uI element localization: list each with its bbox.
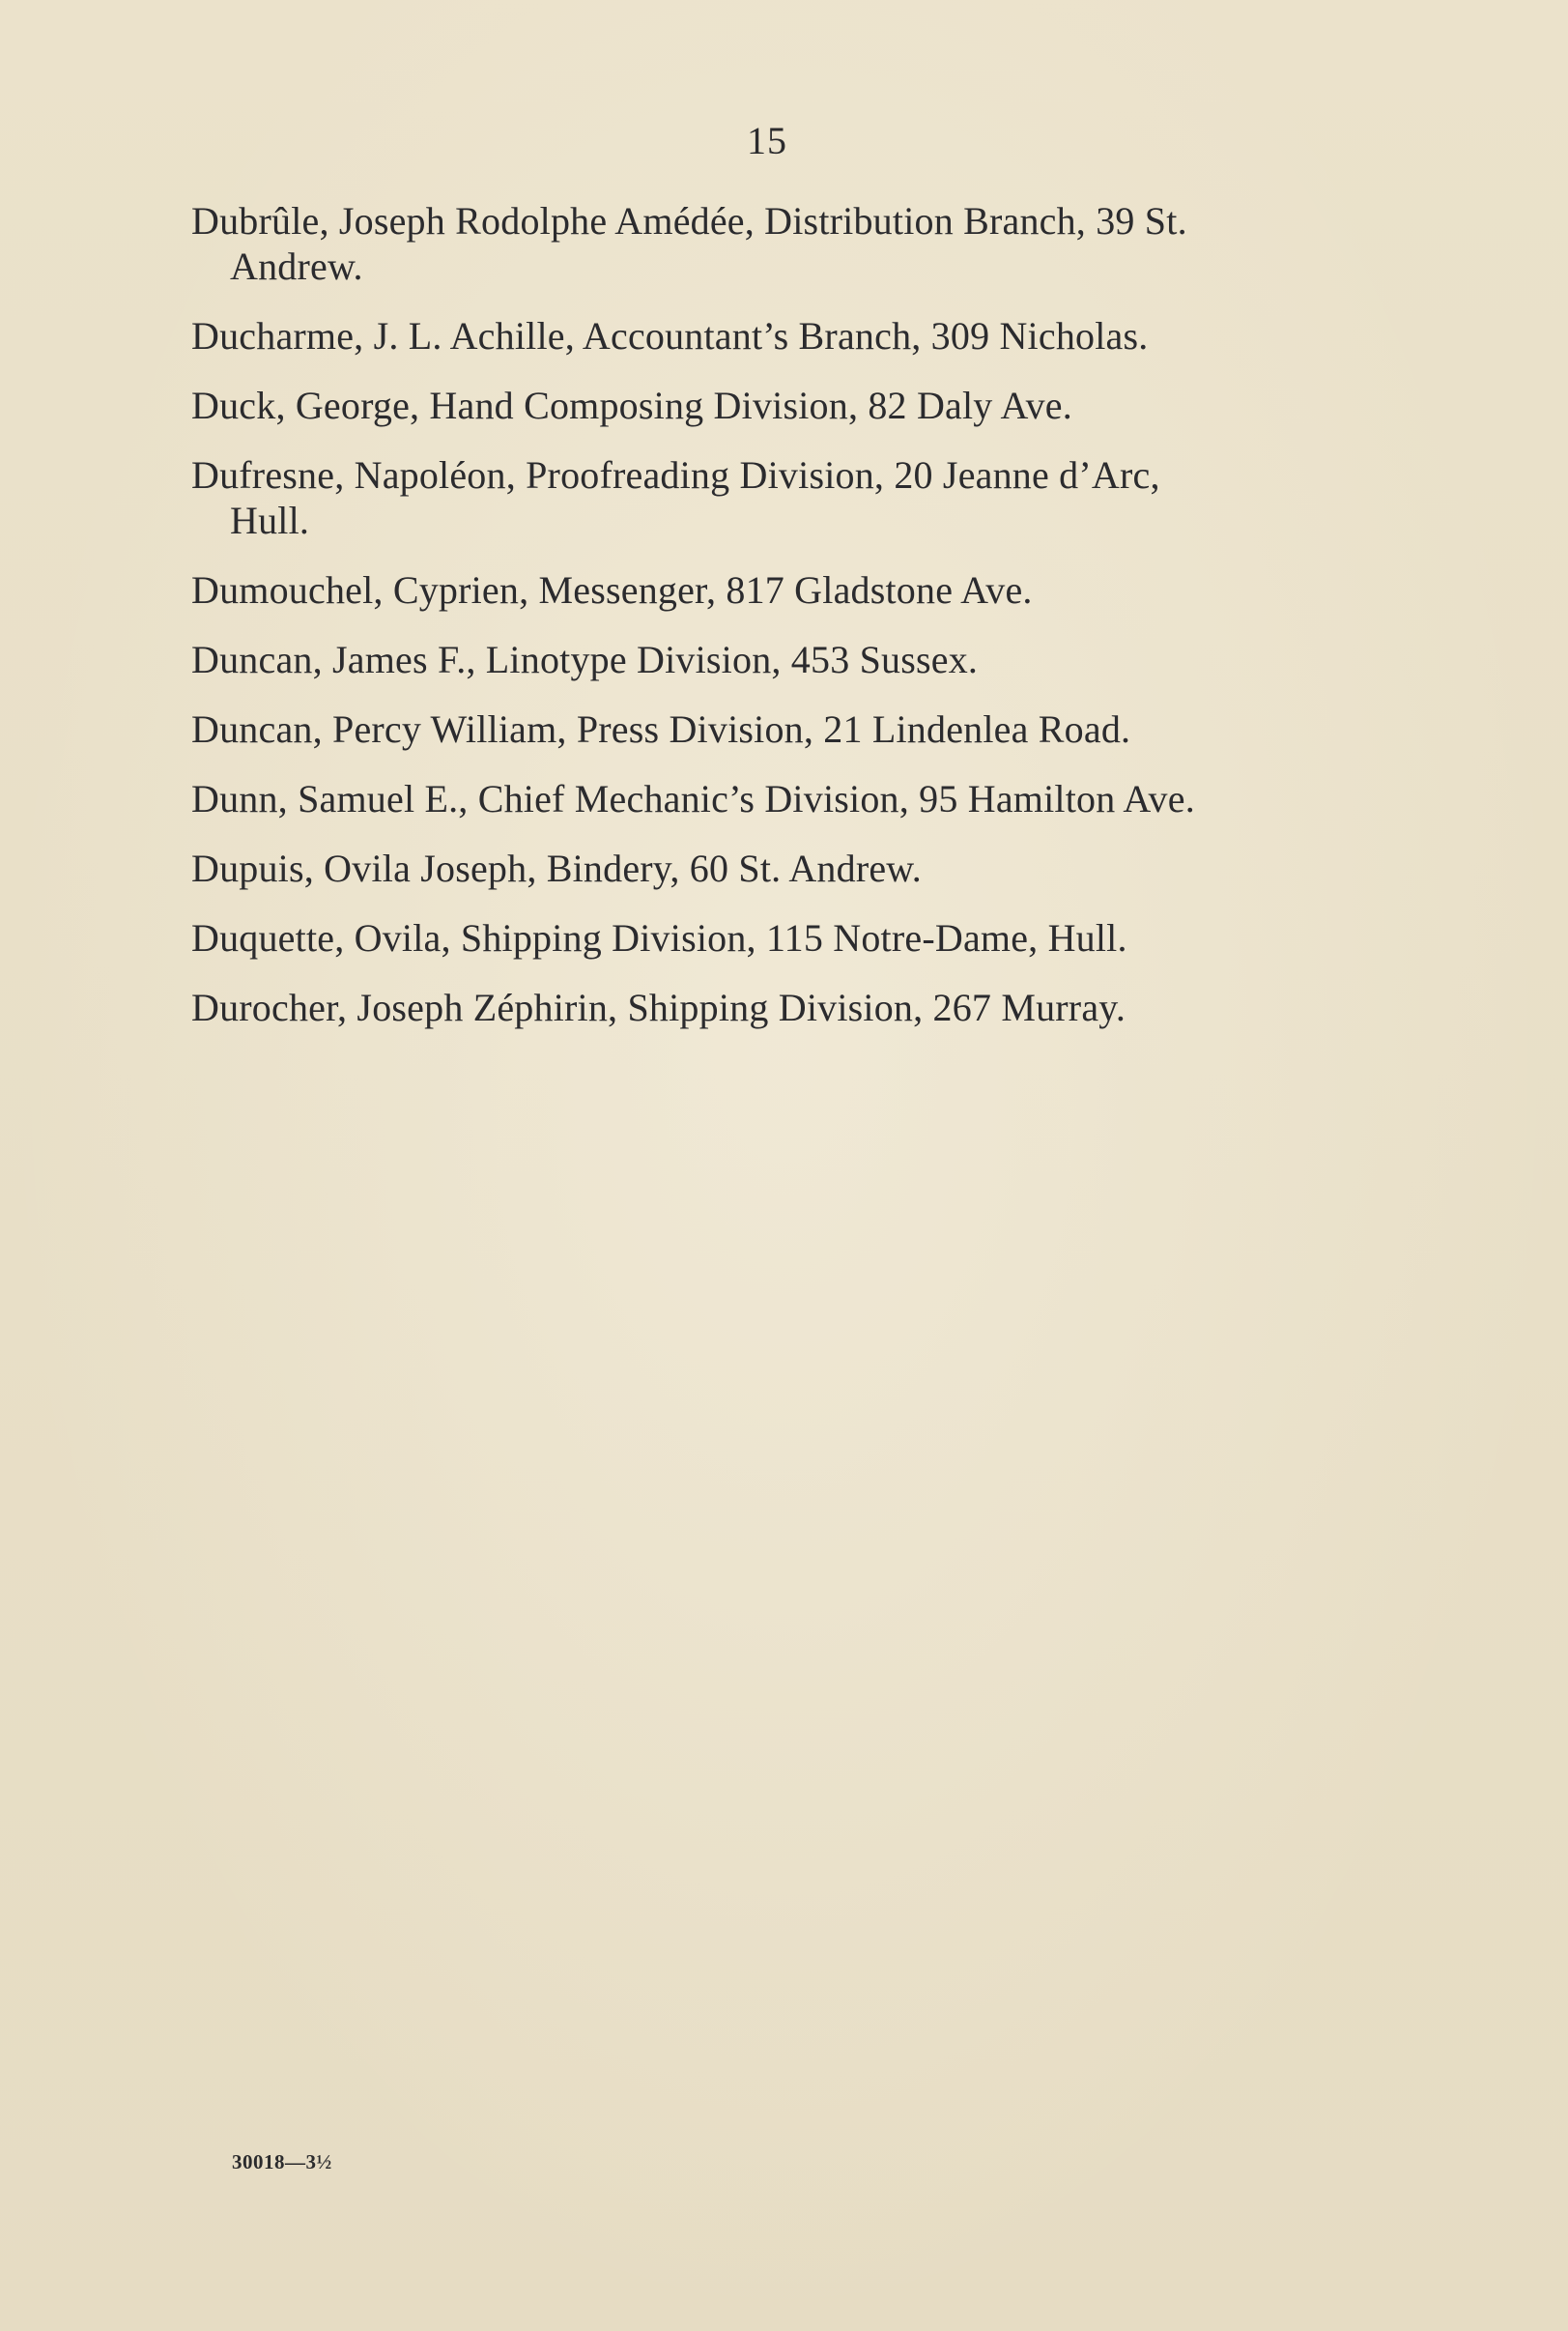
entry-line: Ducharme, J. L. Achille, Accountant’s Branch, 309 Nicholas. bbox=[191, 314, 1149, 358]
directory-entry bbox=[191, 915, 1370, 961]
entry-line: Dumouchel, Cyprien, Messenger, 817 Gladstone Ave. bbox=[191, 568, 1033, 612]
directory-entry bbox=[191, 637, 1370, 682]
entry-line: Duncan, James F., Linotype Division, 453 Sussex. bbox=[191, 638, 979, 681]
entry-line: Duquette, Ovila, Shipping Division, 115 Notre-Dame, Hull. bbox=[191, 916, 1127, 960]
entry-continuation: Hull. bbox=[230, 499, 310, 542]
printer-code: 30018—3½ bbox=[232, 2150, 332, 2173]
directory-entry bbox=[191, 706, 1370, 752]
directory-entry bbox=[191, 567, 1370, 613]
entry-line: Duck, George, Hand Composing Division, 82 Daly Ave. bbox=[191, 384, 1072, 427]
entry-line: Dubrûle, Joseph Rodolphe Amédée, Distribution Branch, 39 St. bbox=[191, 199, 1187, 243]
entry-line: Dupuis, Ovila Joseph, Bindery, 60 St. Andrew. bbox=[191, 847, 922, 890]
entry-line: Dufresne, Napoléon, Proofreading Division, 20 Jeanne d’Arc, bbox=[191, 453, 1160, 497]
directory-entry bbox=[191, 383, 1370, 428]
directory-entry bbox=[191, 985, 1370, 1030]
entry-continuation: Andrew. bbox=[230, 245, 363, 288]
directory-entry bbox=[191, 198, 1370, 289]
directory-entry bbox=[191, 452, 1370, 543]
directory-entry bbox=[191, 846, 1370, 891]
page-number: 15 bbox=[747, 119, 787, 162]
directory-entries bbox=[191, 198, 1370, 1054]
entry-line: Duncan, Percy William, Press Division, 21 Lindenlea Road. bbox=[191, 707, 1131, 751]
directory-entry bbox=[191, 313, 1370, 359]
entry-line: Dunn, Samuel E., Chief Mechanic’s Division, 95 Hamilton Ave. bbox=[191, 777, 1195, 820]
entry-line: Durocher, Joseph Zéphirin, Shipping Division, 267 Murray. bbox=[191, 986, 1126, 1029]
directory-entry bbox=[191, 776, 1370, 821]
